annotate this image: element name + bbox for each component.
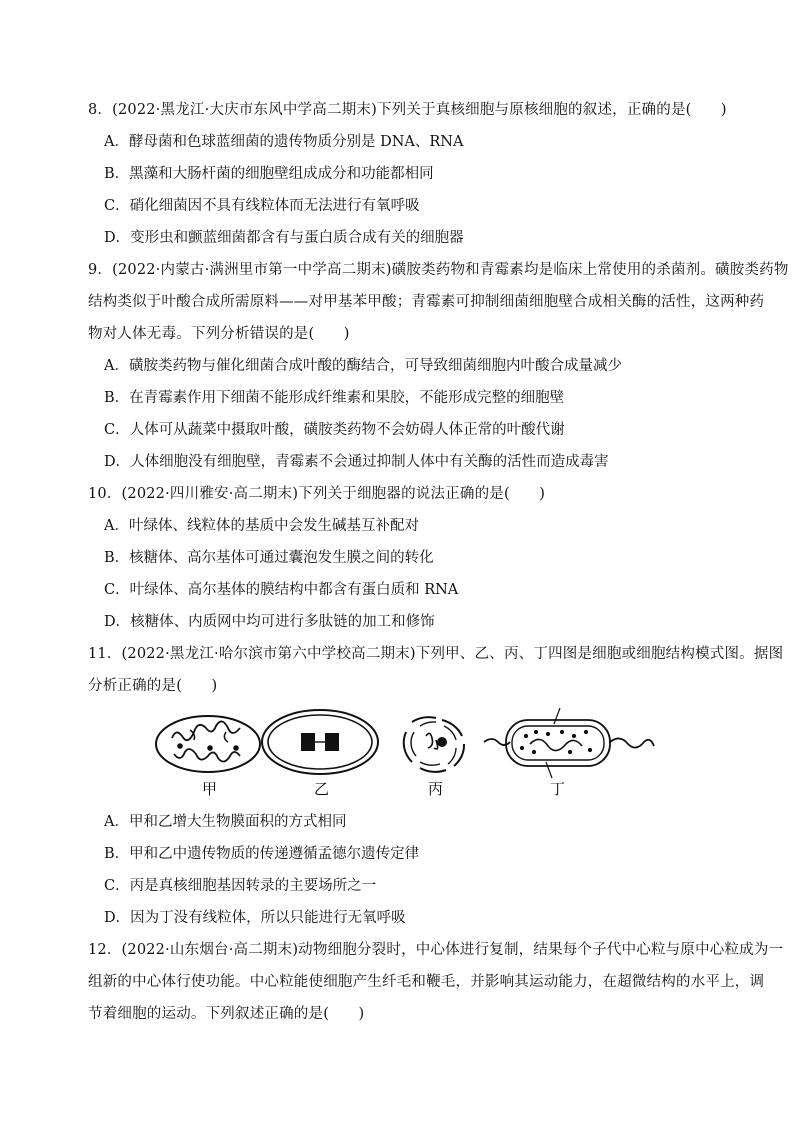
question-11-option-d: D．因为丁没有线粒体，所以只能进行无氧呼吸 — [104, 910, 406, 926]
question-8-option-b: B．黑藻和大肠杆菌的细胞壁组成成分和功能都相同 — [104, 166, 434, 182]
nucleus-diagram — [404, 717, 464, 772]
question-8-option-a: A．酵母菌和色球蓝细菌的遗传物质分别是 DNA、RNA — [104, 134, 464, 150]
question-9-stem-line-1: 9．(2022·内蒙古·满洲里市第一中学高二期末)磺胺类药物和青霉素均是临床上常使用的杀菌剂。磺胺类药物 — [88, 262, 789, 278]
question-12-stem-line-2: 组新的中心体行使功能。中心粒能使细胞产生纤毛和鞭毛，并影响其运动能力，在超微结构的水平上，调 — [88, 974, 765, 990]
question-11-option-b: B．甲和乙中遗传物质的传递遵循孟德尔遗传定律 — [104, 846, 420, 862]
question-9-option-c: C．人体可从蔬菜中摄取叶酸，磺胺类药物不会妨碍人体正常的叶酸代谢 — [104, 422, 565, 438]
question-11-stem-line-1: 11．(2022·黑龙江·哈尔滨市第六中学校高二期末)下列甲、乙、丙、丁四图是细胞或细胞结构模式图。据图 — [88, 646, 784, 662]
question-11-option-a: A．甲和乙增大生物膜面积的方式相同 — [104, 814, 347, 830]
chloroplast-diagram — [262, 710, 378, 774]
question-11-stem — [88, 638, 784, 702]
question-9-stem — [88, 254, 789, 350]
figure-label-yi: 乙 — [314, 780, 330, 798]
question-10-stem — [88, 478, 728, 510]
cell-structure-figure — [150, 702, 670, 802]
question-8-option-c: C．硝化细菌因不具有线粒体而无法进行有氧呼吸 — [104, 198, 420, 214]
question-10-option-b: B．核糖体、高尔基体可通过囊泡发生膜之间的转化 — [104, 550, 434, 566]
question-10-option-c: C．叶绿体、高尔基体的膜结构中都含有蛋白质和 RNA — [104, 582, 459, 598]
question-9-stem-line-2: 结构类似于叶酸合成所需原料——对甲基苯甲酸；青霉素可抑制细菌细胞壁合成相关酶的活性，这两种药 — [88, 294, 765, 310]
question-8-stem — [88, 94, 728, 126]
question-12-stem — [88, 934, 784, 1030]
question-12-stem-line-1: 12．(2022·山东烟台·高二期末)动物细胞分裂时，中心体进行复制，结果每个子代中心粒与原中心粒成为一 — [88, 942, 784, 958]
question-12-stem-line-3: 节着细胞的运动。下列叙述正确的是( ) — [88, 1006, 365, 1022]
question-10-stem-text: 10．(2022·四川雅安·高二期末)下列关于细胞器的说法正确的是( ) — [88, 486, 546, 502]
figure-label-jia: 甲 — [202, 780, 218, 798]
figure-label-bing: 丙 — [428, 780, 444, 798]
question-11-option-c: C．丙是真核细胞基因转录的主要场所之一 — [104, 878, 377, 894]
figure-label-ding: 丁 — [550, 780, 566, 798]
question-9-option-a: A．磺胺类药物与催化细菌合成叶酸的酶结合，可导致细菌细胞内叶酸合成量减少 — [104, 358, 622, 374]
question-11-stem-line-2: 分析正确的是( ) — [88, 678, 218, 694]
question-9-option-b: B．在青霉素作用下细菌不能形成纤维素和果胶，不能形成完整的细胞壁 — [104, 390, 565, 406]
bacterium-diagram — [484, 708, 654, 778]
mitochondrion-diagram — [156, 716, 260, 772]
question-10-option-d: D．核糖体、内质网中均可进行多肽链的加工和修饰 — [104, 614, 435, 630]
question-8-option-d: D．变形虫和颤蓝细菌都含有与蛋白质合成有关的细胞器 — [104, 230, 464, 246]
question-9-stem-line-3: 物对人体无毒。下列分析错误的是( ) — [88, 326, 350, 342]
question-9-option-d: D．人体细胞没有细胞壁，青霉素不会通过抑制人体中有关酶的活性而造成毒害 — [104, 454, 609, 470]
question-10-option-a: A．叶绿体、线粒体的基质中会发生碱基互补配对 — [104, 518, 419, 534]
question-8-stem-text: 8．(2022·黑龙江·大庆市东风中学高二期末)下列关于真核细胞与原核细胞的叙述，正确的是( ) — [88, 102, 727, 118]
